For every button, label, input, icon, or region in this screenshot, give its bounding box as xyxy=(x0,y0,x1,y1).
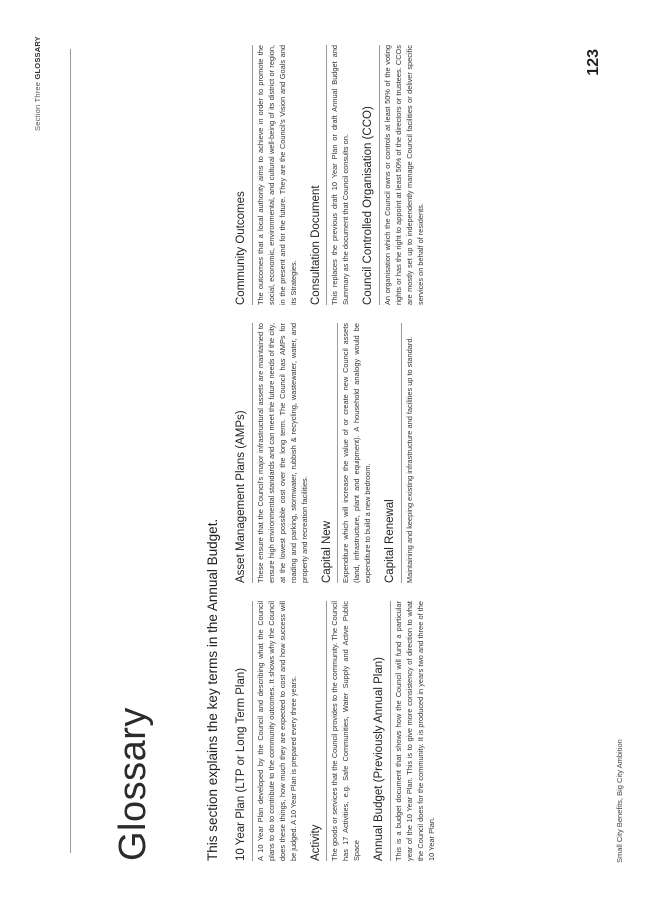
definition-ltp: A 10 Year Plan developed by the Council and describing what the Council plans to do to contribute to the community outcomes. It shows why the Council does these things, how much they are expected to cost and how success will be judged. A 10 Year Plan is prepared every three years. xyxy=(255,601,298,861)
definition-amps: These ensure that the Council's major infrastructural assets are maintained to ensure high environmental standards and can meet the future needs of the city, at the lowest possible cost over the long term. The Council has AMPs for roading and parking, stormwater, rubbish & recycling, wastewater, water, and property and recreation facilities. xyxy=(255,323,309,583)
term-capital-renewal: Capital Renewal xyxy=(384,323,402,583)
glossary-column-1 xyxy=(235,601,448,861)
term-activity: Activity xyxy=(310,601,328,861)
term-consultation-document: Consultation Document xyxy=(310,45,328,305)
term-ltp: 10 Year Plan (LTP or Long Term Plan) xyxy=(235,601,253,861)
definition-consultation-document: This replaces the previous draft 10 Year Plan or draft Annual Budget and Summary as the document that Council consults on. xyxy=(330,45,351,305)
term-capital-new: Capital New xyxy=(321,323,339,583)
definition-annual-budget: This is a budget document that shows how the Council will fund a particular year of the 10 Year Plan. This is to give more consistency of direction to what the Council does for the community. It is produced in years two and three of the 10 Year Plan. xyxy=(394,601,436,861)
page-number: 123 xyxy=(585,49,602,76)
term-annual-budget: Annual Budget (Previously Annual Plan) xyxy=(373,601,391,861)
definition-capital-renewal: Maintaining and keeping existing infrastructure and facilities up to standard. xyxy=(405,336,415,583)
section-prefix: Section Three xyxy=(33,81,42,131)
glossary-column-3 xyxy=(235,45,437,305)
term-amps: Asset Management Plans (AMPs) xyxy=(235,323,253,583)
page-title: Glossary xyxy=(112,707,154,861)
glossary-column-2 xyxy=(235,323,426,583)
section-header xyxy=(33,36,42,131)
definition-community-outcomes: The outcomes that a local authority aims to achieve in order to promote the social, economic, environmental, and cultural well-being of its district or region, in the present and for the future. They are the Council's Vision and Goals and its Strategies. xyxy=(255,45,298,305)
term-community-outcomes: Community Outcomes xyxy=(235,45,253,305)
section-name: GLOSSARY xyxy=(33,36,42,80)
definition-activity: The goods or services that the Council provides to the community. The Council has 17 Activities, e.g. Safe Communities, Water Supply and Active Public Space xyxy=(330,601,362,861)
definition-cco: An organisation which the Council owns or controls at least 50% of the voting rights or has the right to appoint at least 50% of the directors or trustees. CCOs are mostly set up to independently manage Council facilities or deliver specific services on behalf of residents. xyxy=(383,45,425,305)
header-rule xyxy=(70,49,71,853)
term-cco: Council Controlled Organisation (CCO) xyxy=(362,45,380,305)
footer-text: Small City Benefits, Big City Ambition xyxy=(615,739,624,863)
intro-text: This section explains the key terms in the Annual Budget. xyxy=(205,518,220,861)
definition-capital-new: Expenditure which will increase the value of or create new Council assets (land, infrastructure, plant and equipment). A household analogy would be expenditure to build a new bedroom. xyxy=(341,323,373,583)
